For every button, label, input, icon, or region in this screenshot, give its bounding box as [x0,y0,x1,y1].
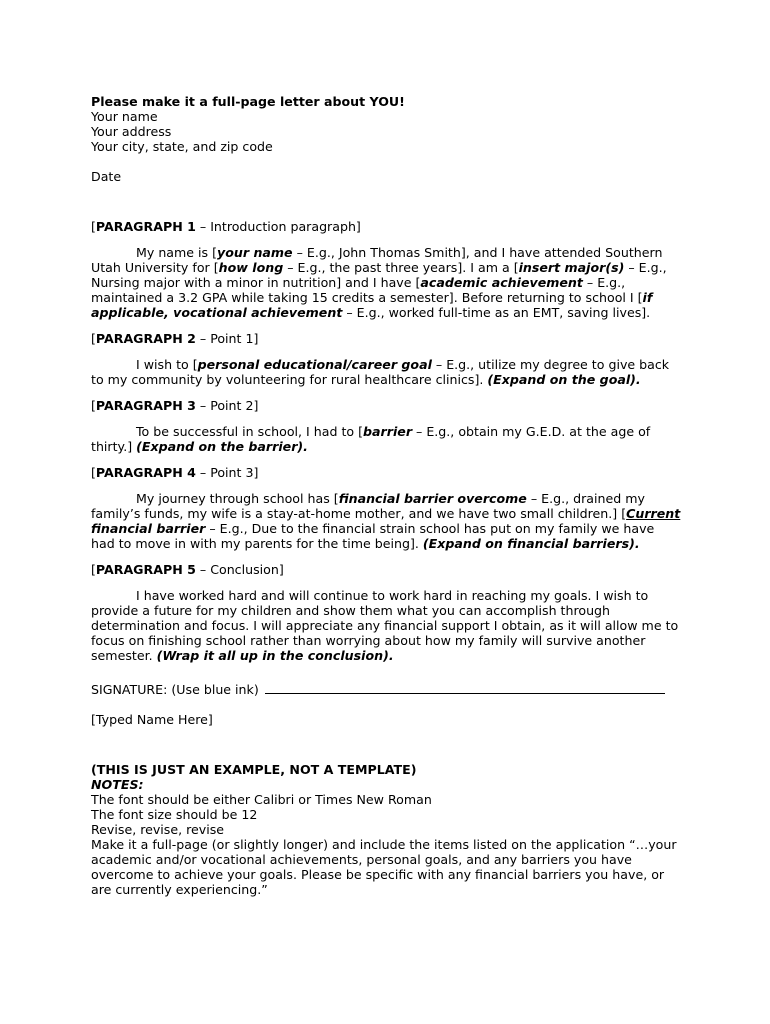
letter-body [91,94,681,897]
paragraph-4-text: My journey through school has [financial barrier overcome – E.g., drained my family’s funds, my wife is a stay-at-home mother, and we have two small children.] [Current financial barrier – E.g., Due to the financial strain school has put on my family we have had to move in with my parents for the time being]. (Expand on financial barriers). [91,491,681,551]
signature-line [91,681,681,697]
letter-heading: Please make it a full-page letter about YOU! [91,94,405,109]
example-disclaimer: (THIS IS JUST AN EXAMPLE, NOT A TEMPLATE) [91,762,417,777]
signature-label: SIGNATURE: (Use blue ink) [91,682,259,697]
note-item: The font should be either Calibri or Times New Roman [91,792,432,807]
paragraph-1-text: My name is [your name – E.g., John Thomas Smith], and I have attended Southern Utah University for [how long – E.g., the past three years]. I am a [insert major(s) – E.g., Nursing major with a minor in nutrition] and I have [academic achievement – E.g., maintained a 3.2 GPA while taking 15 credits a semester]. Before returning to school I [if applicable, vocational achievement – E.g., worked full-time as an EMT, saving lives]. [91,245,667,320]
date-line: Date [91,169,122,184]
paragraph-4-label: [PARAGRAPH 4 – Point 3] [91,465,259,480]
city-state-zip-line: Your city, state, and zip code [91,139,273,154]
note-item: Make it a full-page (or slightly longer) and include the items listed on the application “…your academic and/or vocational achievements, personal goals, and any barriers you have overcome to achieve your goals. Please be specific with any financial barriers you have, or are currently experiencing.” [91,837,677,897]
your-address-line: Your address [91,124,172,139]
paragraph-2-text: I wish to [personal educational/career goal – E.g., utilize my degree to give back to my community by volunteering for rural healthcare clinics]. (Expand on the goal). [91,357,670,387]
note-item: Revise, revise, revise [91,822,225,837]
your-name-line: Your name [91,109,158,124]
paragraph-5-label: [PARAGRAPH 5 – Conclusion] [91,562,284,577]
note-item: The font size should be 12 [91,807,258,822]
paragraph-3-text: To be successful in school, I had to [barrier – E.g., obtain my G.E.D. at the age of thirty.] (Expand on the barrier). [91,424,651,454]
paragraph-3-label: [PARAGRAPH 3 – Point 2] [91,398,259,413]
paragraph-2-label: [PARAGRAPH 2 – Point 1] [91,331,259,346]
typed-name: [Typed Name Here] [91,712,213,727]
signature-blank [265,681,665,694]
paragraph-5-text: I have worked hard and will continue to work hard in reaching my goals. I wish to provide a future for my children and show them what you can accomplish through determination and focus. I will appreciate any financial support I obtain, as it will allow me to focus on finishing school rather than worrying about how my family will survive another semester. (Wrap it all up in the conclusion). [91,588,679,663]
paragraph-1-label: [PARAGRAPH 1 – Introduction paragraph] [91,219,361,234]
notes-heading: NOTES: [91,777,144,792]
